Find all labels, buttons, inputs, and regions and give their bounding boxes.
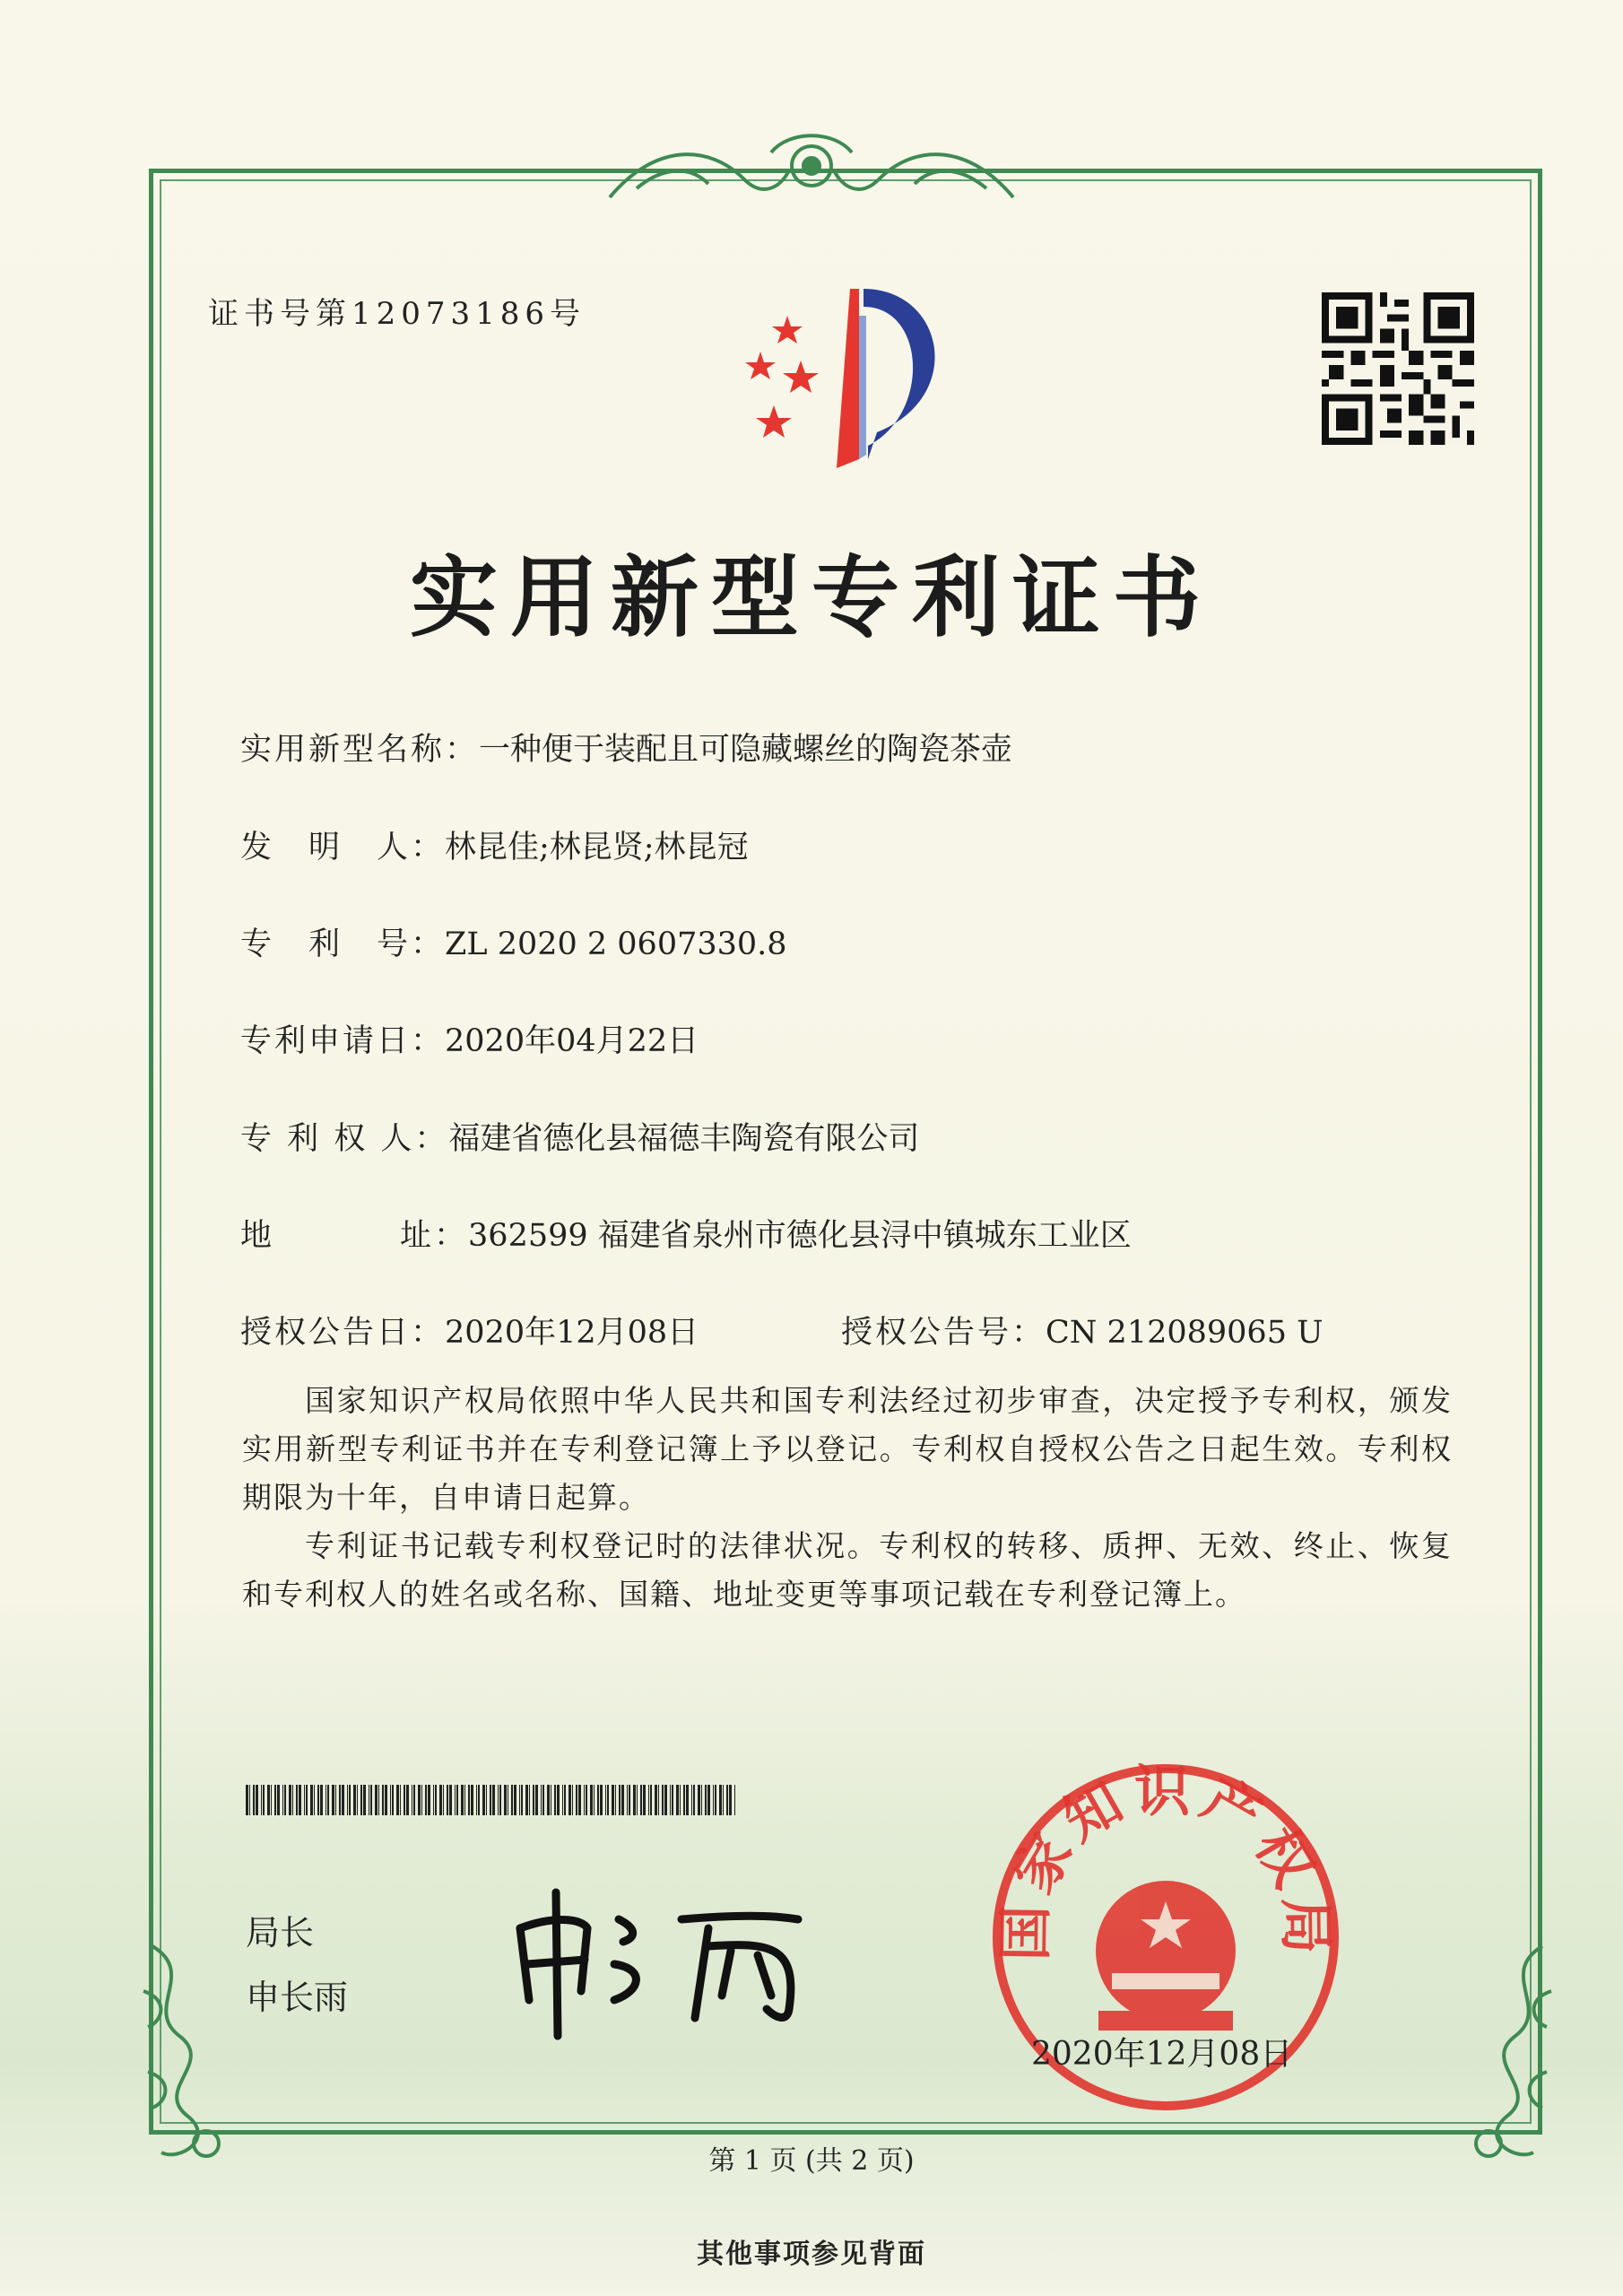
- paragraph-legal-status: 专利证书记载专利权登记时的法律状况。专利权的转移、质押、无效、终止、恢复和专利权人的姓名或名称、国籍、地址变更等事项记载在专利登记簿上。: [242, 1528, 1453, 1612]
- grant-number-row: [841, 1308, 1324, 1352]
- patent-number-label: 专 利 号：: [240, 926, 446, 962]
- utility-model-name-label: 实用新型名称：: [240, 732, 480, 768]
- director-title: 局长: [246, 1913, 315, 1952]
- grant-date-row: [240, 1308, 699, 1352]
- application-date-label: 专利申请日：: [240, 1023, 446, 1059]
- page-number: 第 1 页 (共 2 页): [708, 2145, 915, 2177]
- certificate-number: 证书号第12073186号: [208, 296, 586, 332]
- corner-ornament-bottom-right-icon: [1435, 1937, 1569, 2170]
- patentee-value: 福建省德化县福德丰陶瓷有限公司: [448, 1121, 920, 1157]
- inventor-row: [240, 822, 749, 867]
- grant-number-value: CN 212089065 U: [1046, 1315, 1324, 1351]
- barcode-icon: [246, 1785, 737, 1815]
- director-name: 申长雨: [246, 1978, 349, 2017]
- director-signature-icon: [502, 1866, 861, 2045]
- address-label-second: 址：: [400, 1218, 469, 1254]
- utility-model-name-value: 一种便于装配且可隐藏螺丝的陶瓷茶壶: [479, 732, 1013, 768]
- grant-number-label: 授权公告号：: [841, 1315, 1046, 1351]
- patent-number-value: ZL 2020 2 0607330.8: [445, 926, 787, 962]
- patentee-label: 专 利 权 人：: [240, 1121, 449, 1157]
- application-date-value: 2020年04月22日: [445, 1023, 699, 1059]
- utility-model-name-row: [240, 725, 1012, 770]
- seal-date: 2020年12月08日: [1031, 2036, 1293, 2073]
- corner-ornament-bottom-left-icon: [126, 1937, 260, 2170]
- top-ornament-icon: [601, 126, 1022, 211]
- cnipa-logo-icon: [725, 280, 976, 479]
- document-title: 实用新型专利证书: [409, 546, 1213, 649]
- inventor-value: 林昆佳;林昆贤;林昆冠: [445, 830, 749, 865]
- paragraph-grant: 国家知识产权局依照中华人民共和国专利法经过初步审查，决定授予专利权，颁发实用新型专利证书并在专利登记簿上予以登记。专利权自授权公告之日起生效。专利权期限为十年，自申请日起算。: [242, 1383, 1453, 1515]
- grant-date-label: 授权公告日：: [240, 1315, 446, 1351]
- grant-date-value: 2020年12月08日: [445, 1315, 699, 1351]
- back-note: 其他事项参见背面: [697, 2239, 926, 2270]
- address-row: [240, 1211, 1132, 1256]
- application-date-row: [240, 1016, 699, 1061]
- patent-number-row: [240, 919, 787, 964]
- patentee-row: [240, 1114, 919, 1159]
- inventor-label: 发 明 人：: [240, 830, 446, 865]
- address-value: 362599 福建省泉州市德化县浔中镇城东工业区: [468, 1218, 1132, 1254]
- svg-text:国家知识产权局: 国家知识产权局: [992, 1758, 1340, 1961]
- address-label-first: 地: [240, 1218, 275, 1254]
- qr-code-icon: [1322, 292, 1474, 445]
